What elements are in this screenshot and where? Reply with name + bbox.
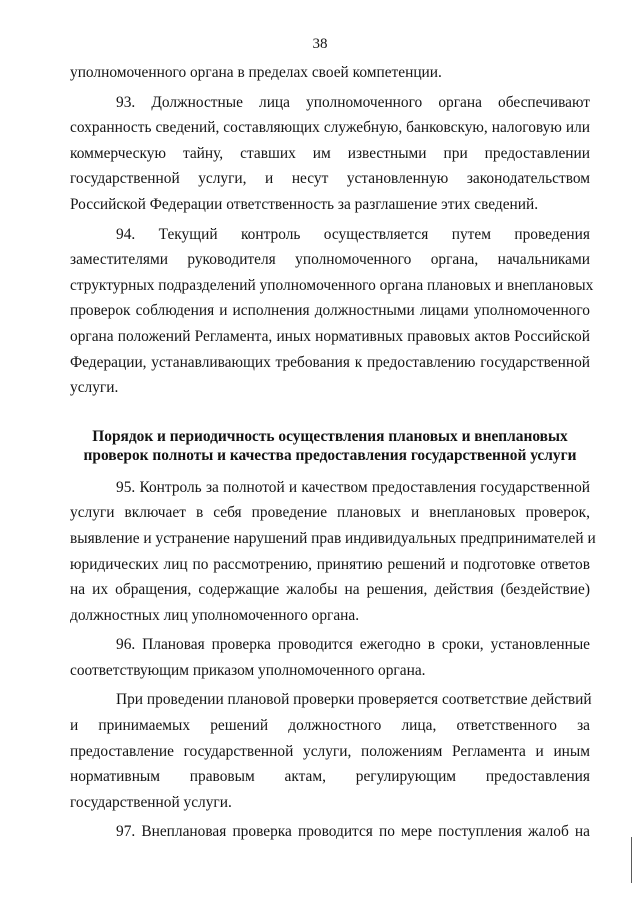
- text-line: уполномоченного органа в пределах своей компетенции.: [70, 64, 442, 81]
- text-line: 93. Должностные лица уполномоченного органа обеспечивают: [116, 93, 590, 111]
- text-line: Российской Федерации ответственность за разглашение этих сведений.: [70, 195, 539, 213]
- text-line: заместителями руководителя уполномоченного органа, начальниками: [70, 251, 590, 269]
- paragraph-96: [70, 632, 590, 683]
- paragraph-95: [70, 475, 596, 629]
- text-line: выявление и устранение нарушений прав индивидуальных предпринимателей и: [70, 529, 596, 547]
- text-line: предоставление государственной услуги, положениям Регламента и иным: [70, 742, 590, 760]
- paragraph-96-planned-check: [70, 687, 590, 815]
- text-line: Федерации, устанавливающих требования к предоставлению государственной: [70, 353, 590, 371]
- text-line: При проведении плановой проверки проверяется соответствие действий: [116, 691, 592, 709]
- text-line: 94. Текущий контроль осуществляется путем проведения: [116, 225, 590, 243]
- text-line: соответствующим приказом уполномоченного органа.: [70, 661, 426, 679]
- heading-line: проверок полноты и качества предоставления государственной услуги: [83, 446, 577, 464]
- document-body: [70, 60, 596, 845]
- text-line: органа положений Регламента, иных нормативных правовых актов Российской: [70, 327, 590, 345]
- paragraph-93: [70, 90, 590, 218]
- text-line: услуги.: [70, 379, 119, 397]
- section-heading: [70, 427, 590, 465]
- text-line: государственной услуги.: [70, 793, 232, 811]
- paragraph-97: [70, 819, 590, 845]
- text-line: государственной услуги, и несут установленную законодательством: [70, 170, 590, 188]
- text-line: услуги включает в себя проведение плановых и внеплановых проверок,: [70, 504, 590, 522]
- text-line: на их обращения, содержащие жалобы на решения, действия (бездействие): [70, 581, 590, 599]
- scan-edge-mark: [631, 837, 632, 883]
- text-line: сохранность сведений, составляющих служебную, банковскую, налоговую или: [70, 119, 590, 137]
- text-line: нормативным правовым актам, регулирующим предоставления: [70, 768, 590, 786]
- paragraph-94: [70, 222, 594, 401]
- text-line: структурных подразделений уполномоченного органа плановых и внеплановых: [70, 276, 594, 294]
- text-line: должностных лиц уполномоченного органа.: [70, 606, 360, 624]
- heading-line: Порядок и периодичность осуществления плановых и внеплановых: [92, 427, 568, 445]
- text-line: проверок соблюдения и исполнения должностными лицами уполномоченного: [70, 302, 590, 320]
- text-line: и принимаемых решений должностного лица, ответственного за: [70, 717, 590, 735]
- paragraph-92-tail: [70, 60, 590, 86]
- page-number: 38: [312, 36, 328, 52]
- text-line: юридических лиц по рассмотрению, принятию решений и подготовке ответов: [70, 555, 590, 573]
- text-line: 96. Плановая проверка проводится ежегодно в сроки, установленные: [116, 636, 590, 654]
- text-line: 97. Внеплановая проверка проводится по мере поступления жалоб на: [116, 823, 590, 841]
- text-line: коммерческую тайну, ставших им известными при предоставлении: [70, 144, 590, 162]
- text-line: 95. Контроль за полнотой и качеством предоставления государственной: [116, 478, 590, 496]
